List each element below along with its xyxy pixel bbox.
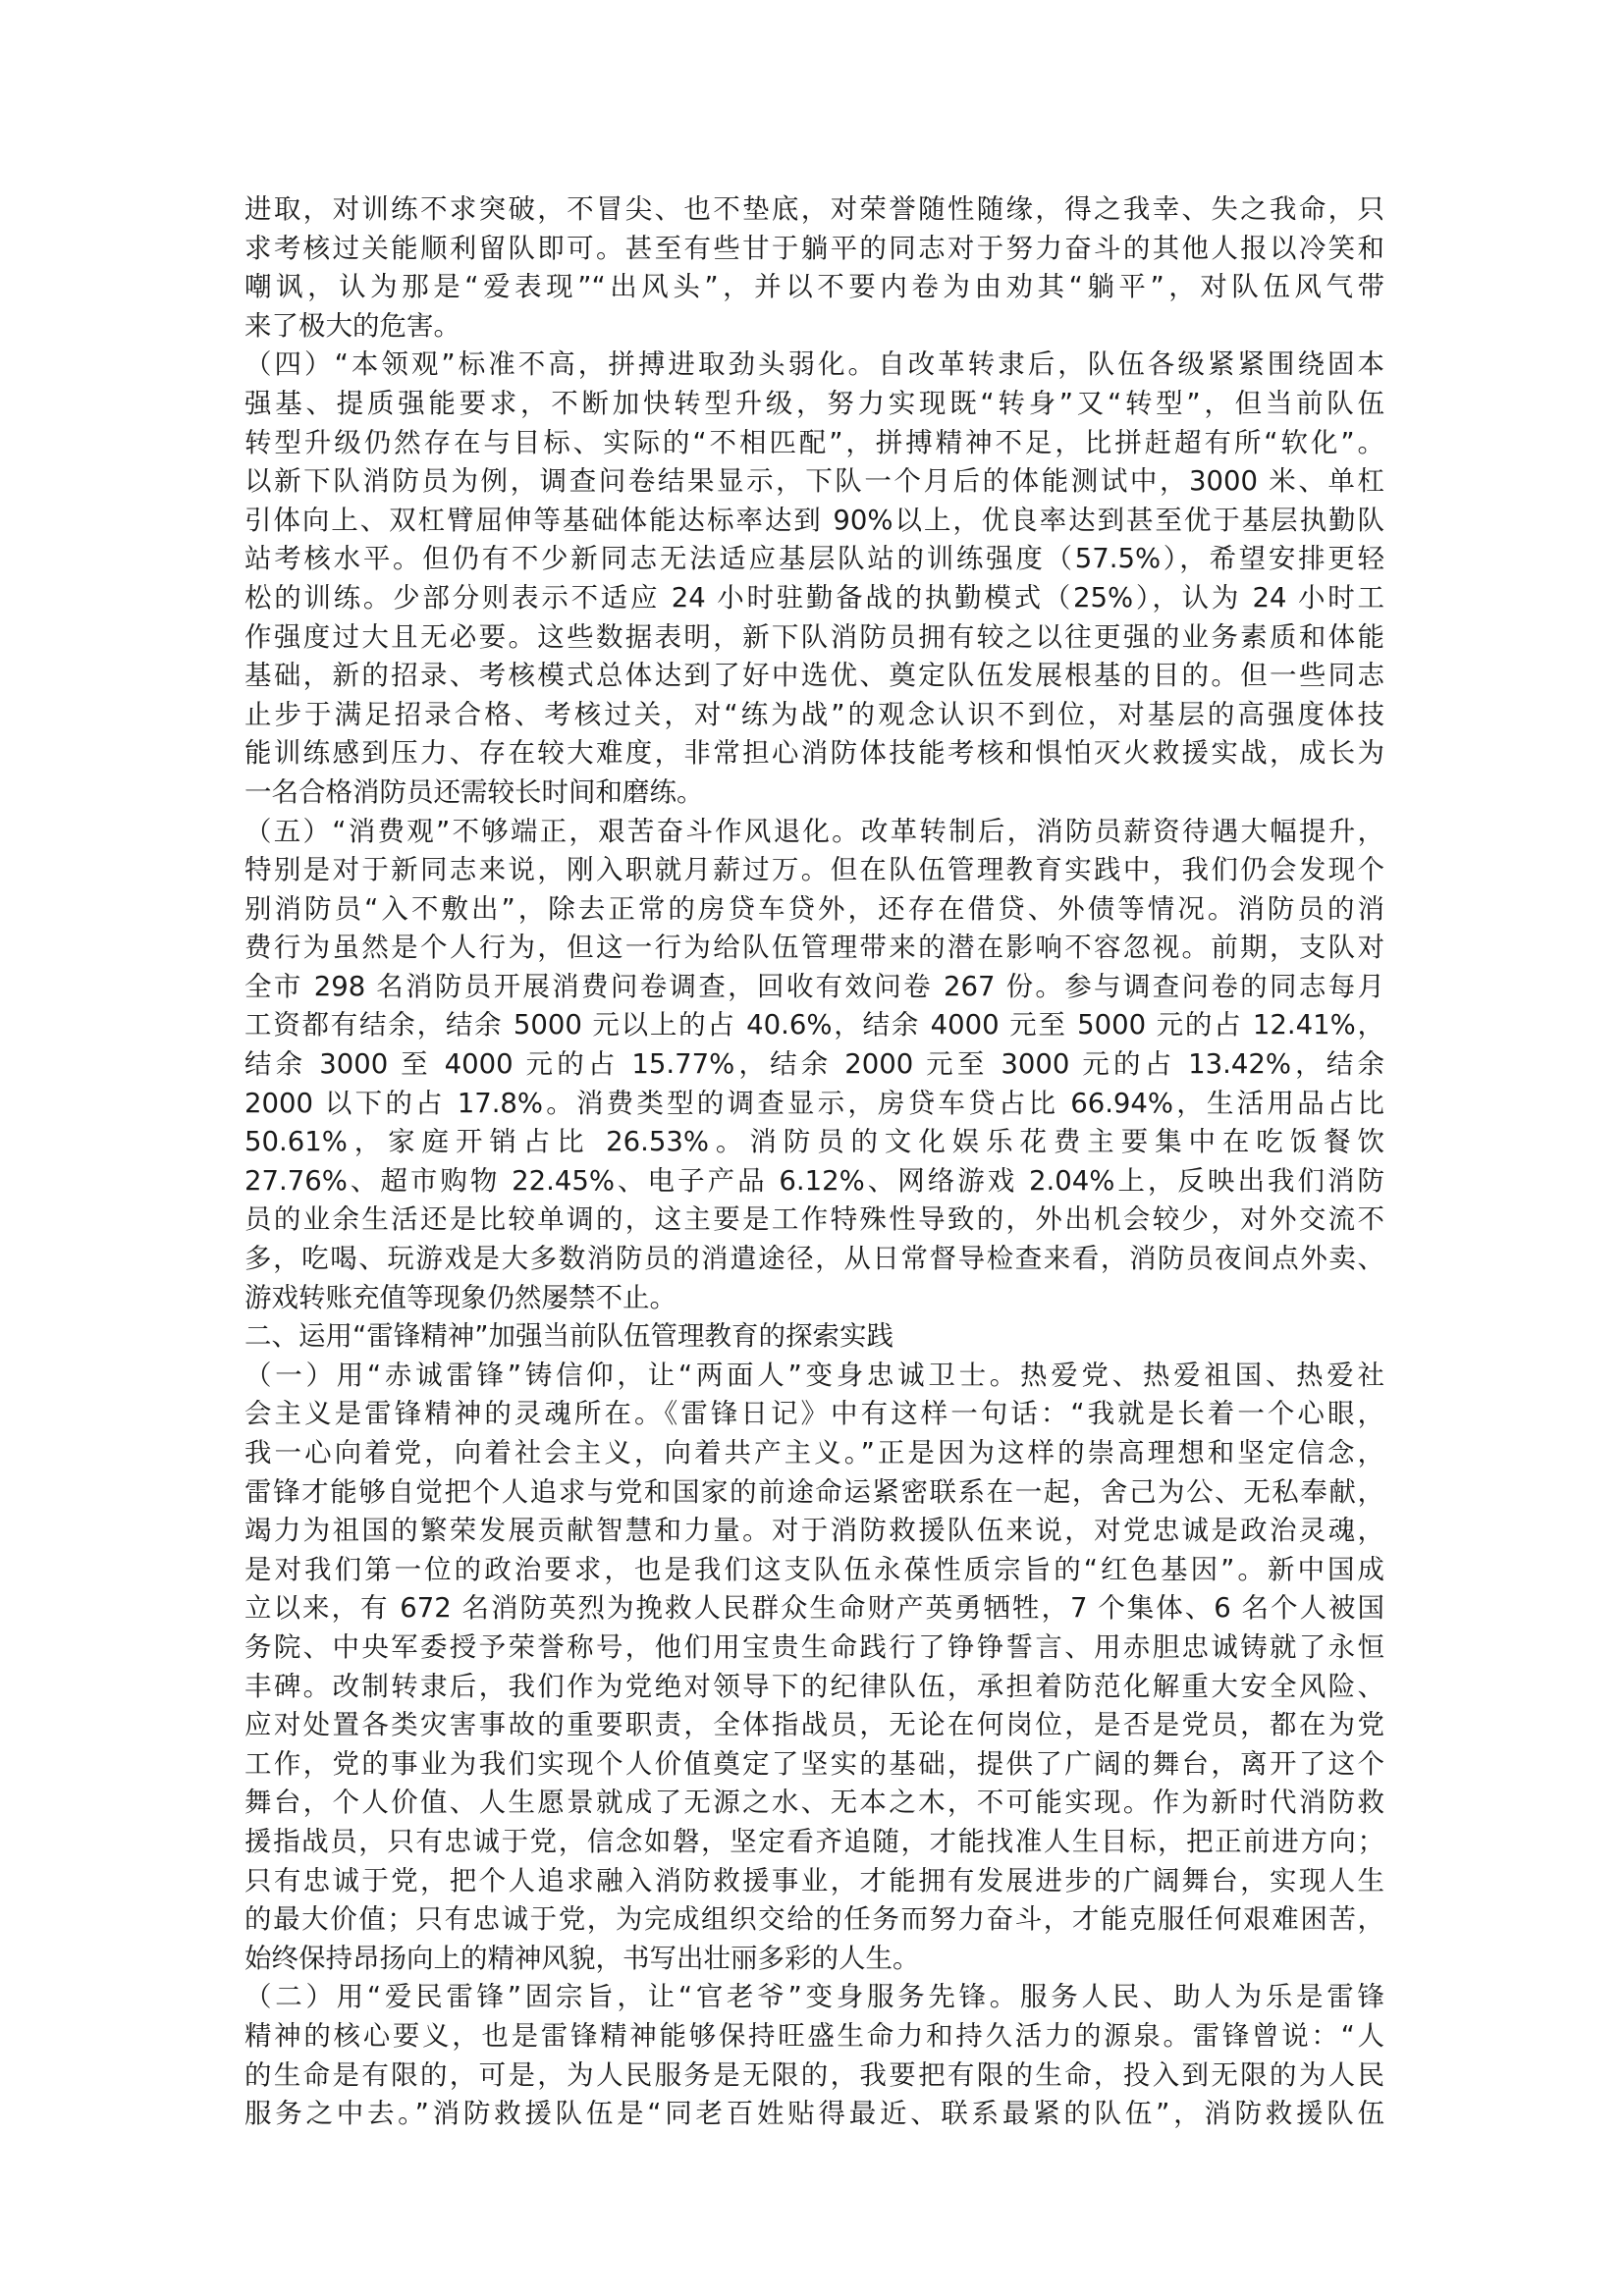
text-line: 雷锋才能够自觉把个人追求与党和国家的前途命运紧密联系在一起，舍己为公、无私奉献， (244, 1475, 1384, 1508)
text-line: 游戏转账充值等现象仍然屡禁不止。 (244, 1281, 677, 1313)
text-line: 的生命是有限的，可是，为人民服务是无限的，我要把有限的生命，投入到无限的为人民 (244, 2058, 1384, 2091)
text-line: 求考核过关能顺利留队即可。甚至有些甘于躺平的同志对于努力奋斗的其他人报以冷笑和 (244, 232, 1384, 264)
text-line: 转型升级仍然存在与目标、实际的“不相匹配”，拼搏精神不足，比拼赶超有所“软化”。 (244, 426, 1384, 458)
text-line: 全市 298 名消防员开展消费问卷调查，回收有效问卷 267 份。参与调查问卷的同志每月 (244, 970, 1384, 1002)
text-line: 应对处置各类灾害事故的重要职责，全体指战员，无论在何岗位，是否是党员，都在为党 (244, 1709, 1384, 1741)
text-line: 只有忠诚于党，把个人追求融入消防救援事业，才能拥有发展进步的广阔舞台，实现人生 (244, 1864, 1384, 1896)
text-line: 止步于满足招录合格、考核过关，对“练为战”的观念认识不到位，对基层的高强度体技 (244, 698, 1384, 730)
text-line: 二、运用“雷锋精神”加强当前队伍管理教育的探索实践 (244, 1320, 893, 1353)
text-line: 松的训练。少部分则表示不适应 24 小时驻勤备战的执勤模式（25%），认为 24 小时工 (244, 581, 1384, 614)
text-line: 竭力为祖国的繁荣发展贡献智慧和力量。对于消防救援队伍来说，对党忠诚是政治灵魂， (244, 1515, 1384, 1547)
text-line: 多，吃喝、玩游戏是大多数消防员的消遣途径，从日常督导检查来看，消防员夜间点外卖、 (244, 1243, 1384, 1275)
text-line: 以新下队消防员为例，调查问卷结果显示，下队一个月后的体能测试中，3000 米、单杠 (244, 465, 1384, 498)
text-line: （五）“消费观”不够端正，艰苦奋斗作风退化。改革转制后，消防员薪资待遇大幅提升， (244, 815, 1384, 847)
text-line: （一）用“赤诚雷锋”铸信仰，让“两面人”变身忠诚卫士。热爱党、热爱祖国、热爱社 (244, 1359, 1384, 1391)
text-line: 50.61%，家庭开销占比 26.53%。消防员的文化娱乐花费主要集中在吃饭餐饮 (244, 1126, 1384, 1158)
text-line: 站考核水平。但仍有不少新同志无法适应基层队站的训练强度（57.5%），希望安排更轻 (244, 543, 1384, 575)
text-line: 来了极大的危害。 (244, 309, 460, 342)
text-line: 基础，新的招录、考核模式总体达到了好中选优、奠定队伍发展根基的目的。但一些同志 (244, 660, 1384, 692)
text-line: 进取，对训练不求突破，不冒尖、也不垫底，对荣誉随性随缘，得之我幸、失之我命，只 (244, 193, 1384, 225)
text-line: 援指战员，只有忠诚于党，信念如磐，坚定看齐追随，才能找准人生目标，把正前进方向； (244, 1825, 1384, 1857)
text-line: 别消防员“入不敷出”，除去正常的房贷车贷外，还存在借贷、外债等情况。消防员的消 (244, 892, 1384, 925)
text-line: 费行为虽然是个人行为，但这一行为给队伍管理带来的潜在影响不容忽视。前期，支队对 (244, 932, 1384, 964)
text-line: 一名合格消防员还需较长时间和磨练。 (244, 775, 704, 808)
text-line: 会主义是雷锋精神的灵魂所在。《雷锋日记》中有这样一句话：“我就是长着一个心眼， (244, 1398, 1384, 1430)
text-line: 27.76%、超市购物 22.45%、电子产品 6.12%、网络游戏 2.04%上，反映出我们消防 (244, 1164, 1384, 1197)
text-line: 嘲讽，认为那是“爱表现”“出风头”，并以不要内卷为由劝其“躺平”，对队伍风气带 (244, 271, 1384, 303)
text-line: 我一心向着党，向着社会主义，向着共产主义。”正是因为这样的崇高理想和坚定信念， (244, 1437, 1384, 1468)
text-line: 精神的核心要义，也是雷锋精神能够保持旺盛生命力和持久活力的源泉。雷锋曾说：“人 (244, 2019, 1384, 2052)
text-line: 始终保持昂扬向上的精神风貌，书写出壮丽多彩的人生。 (244, 1942, 920, 1974)
text-line: 结余 3000 至 4000 元的占 15.77%，结余 2000 元至 3000 元的占 13.42%，结余 (244, 1048, 1384, 1081)
text-line: 服务之中去。”消防救援队伍是“同老百姓贴得最近、联系最紧的队伍”，消防救援队伍 (244, 2098, 1384, 2130)
text-line: 特别是对于新同志来说，刚入职就月薪过万。但在队伍管理教育实践中，我们仍会发现个 (244, 854, 1384, 886)
text-line: 2000 以下的占 17.8%。消费类型的调查显示，房贷车贷占比 66.94%，生活用品占比 (244, 1087, 1384, 1119)
text-line: 是对我们第一位的政治要求，也是我们这支队伍永葆性质宗旨的“红色基因”。新中国成 (244, 1553, 1384, 1585)
text-line: 工资都有结余，结余 5000 元以上的占 40.6%，结余 4000 元至 5000 元的占 12.41%， (244, 1009, 1384, 1041)
document-body (244, 190, 1384, 2134)
text-line: 强基、提质强能要求，不断加快转型升级，努力实现既“转身”又“转型”，但当前队伍 (244, 387, 1384, 419)
text-line: 立以来，有 672 名消防英烈为挽救人民群众生命财产英勇牺牲，7 个集体、6 名个人被国 (244, 1592, 1384, 1625)
text-line: 丰碑。改制转隶后，我们作为党绝对领导下的纪律队伍，承担着防范化解重大安全风险、 (244, 1670, 1384, 1702)
text-line: 舞台，个人价值、人生愿景就成了无源之水、无本之木，不可能实现。作为新时代消防救 (244, 1787, 1384, 1819)
text-line: 作强度过大且无必要。这些数据表明，新下队消防员拥有较之以往更强的业务素质和体能 (244, 620, 1384, 653)
text-line: （二）用“爱民雷锋”固宗旨，让“官老爷”变身服务先锋。服务人民、助人为乐是雷锋 (244, 1981, 1384, 2013)
text-line: （四）“本领观”标准不高，拼搏进取劲头弱化。自改革转隶后，队伍各级紧紧围绕固本 (244, 348, 1384, 381)
text-line: 引体向上、双杠臂屈伸等基础体能达标率达到 90%以上，优良率达到甚至优于基层执勤队 (244, 504, 1384, 536)
text-line: 的最大价值；只有忠诚于党，为完成组织交给的任务而努力奋斗，才能克服任何艰难困苦， (244, 1903, 1384, 1936)
text-line: 能训练感到压力、存在较大难度，非常担心消防体技能考核和惧怕灭火救援实战，成长为 (244, 737, 1384, 770)
text-line: 工作，党的事业为我们实现个人价值奠定了坚实的基础，提供了广阔的舞台，离开了这个 (244, 1747, 1384, 1780)
text-line: 务院、中央军委授予荣誉称号，他们用宝贵生命践行了铮铮誓言、用赤胆忠诚铸就了永恒 (244, 1630, 1384, 1663)
text-line: 员的业余生活还是比较单调的，这主要是工作特殊性导致的，外出机会较少，对外交流不 (244, 1203, 1384, 1236)
